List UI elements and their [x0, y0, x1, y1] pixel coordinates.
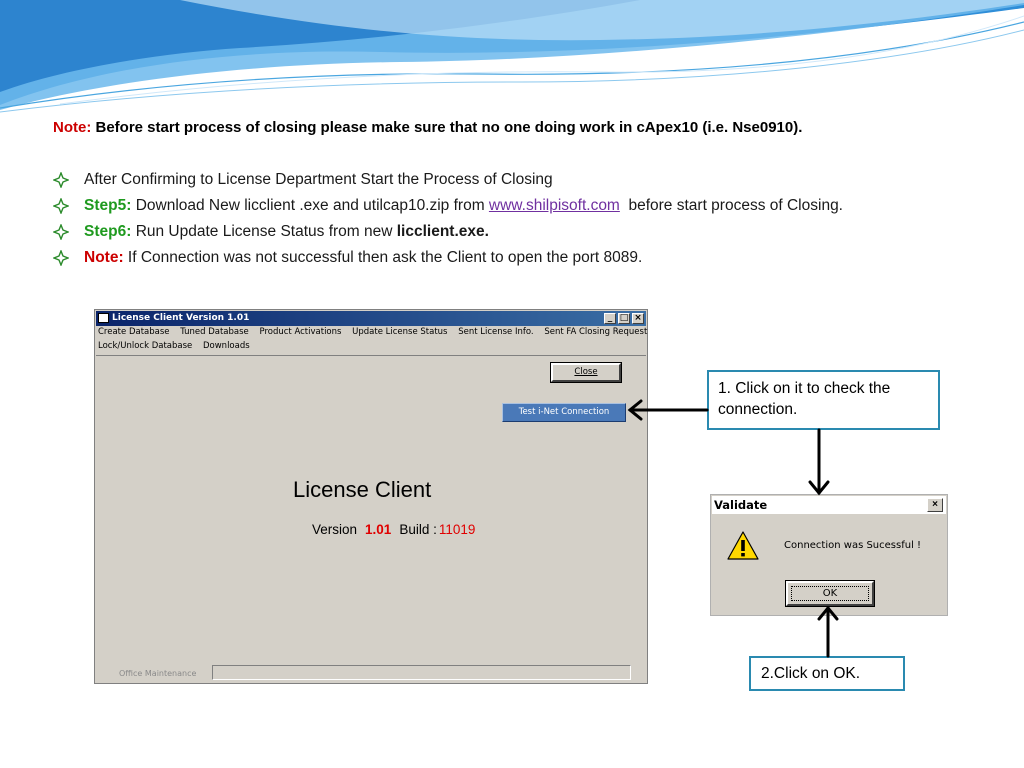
diamond-bullet-icon	[53, 250, 69, 266]
menu-create-database[interactable]: Create Database	[98, 327, 170, 337]
menu-update-license-status[interactable]: Update License Status	[352, 327, 448, 337]
ok-label: OK	[822, 588, 838, 599]
callout-step-1: 1. Click on it to check the connection.	[707, 370, 940, 430]
warning-icon	[727, 531, 759, 561]
note-label: Note:	[53, 119, 92, 136]
window-title: License Client Version 1.01	[112, 313, 250, 323]
diamond-bullet-icon	[53, 224, 69, 240]
window-close-button[interactable]: ×	[632, 313, 644, 324]
ok-button[interactable]	[786, 581, 874, 606]
office-maintenance-label: Office Maintenance	[119, 669, 197, 678]
step6-label: Step6:	[84, 223, 132, 240]
menu-sent-fa-closing-request[interactable]: Sent FA Closing Request	[544, 327, 648, 337]
app-icon	[98, 313, 109, 323]
menu-downloads[interactable]: Downloads	[202, 341, 250, 351]
menu-bar	[98, 327, 646, 355]
version-line	[312, 522, 475, 537]
test-inet-connection-button[interactable]: Test i-Net Connection	[502, 403, 626, 422]
dialog-close-button[interactable]: ×	[927, 498, 943, 512]
menu-sent-license-info[interactable]: Sent License Info.	[458, 327, 534, 337]
menu-row	[98, 341, 646, 355]
license-client-window	[94, 309, 648, 684]
bullet-item	[53, 223, 1013, 249]
build-label: Build :	[399, 522, 437, 537]
maximize-button[interactable]: □	[619, 313, 629, 323]
bullet-text	[84, 223, 489, 241]
step5-pre: Download New licclient .exe and utilcap10.zip from	[135, 197, 489, 214]
window-titlebar[interactable]	[96, 311, 646, 326]
bullet-item	[53, 249, 1013, 275]
diamond-bullet-icon	[53, 172, 69, 188]
bullet-item	[53, 171, 1013, 197]
progress-bar	[212, 665, 631, 680]
shilpisoft-link[interactable]: www.shilpisoft.com	[488, 197, 620, 214]
close-button[interactable]: Close	[551, 363, 621, 382]
step6-bold: licclient.exe.	[396, 223, 489, 240]
callout-step-2: 2.Click on OK.	[749, 656, 905, 691]
menu-product-activations[interactable]: Product Activations	[259, 327, 342, 337]
bullet-text	[84, 197, 843, 215]
minimize-button[interactable]: _	[604, 313, 616, 324]
focus-rect	[791, 586, 869, 601]
menu-lock-unlock-database[interactable]: Lock/Unlock Database	[98, 341, 193, 351]
bullet-text: After Confirming to License Department Start the Process of Closing	[84, 171, 553, 188]
header-swoosh	[0, 0, 1024, 115]
window-client-area	[96, 355, 646, 682]
note-text: Before start process of closing please make sure that no one doing work in cApex10 (i.e. Nse0910).	[95, 119, 803, 136]
dialog-titlebar[interactable]	[712, 496, 946, 514]
note2-text: If Connection was not successful then ask the Client to open the port 8089.	[127, 249, 643, 266]
step5-label: Step5:	[84, 197, 132, 214]
version-value: 1.01	[365, 522, 392, 537]
validate-dialog	[710, 494, 948, 616]
note-line	[53, 119, 802, 136]
build-value: 11019	[438, 522, 476, 537]
step6-pre: Run Update License Status from new	[135, 223, 397, 240]
bullet-text	[84, 249, 642, 267]
step5-post: before start process of Closing.	[619, 197, 843, 214]
dialog-message: Connection was Sucessful !	[784, 540, 922, 551]
version-label: Version	[312, 522, 358, 537]
diamond-bullet-icon	[53, 198, 69, 214]
menu-tuned-database[interactable]: Tuned Database	[180, 327, 249, 337]
note2-label: Note:	[84, 249, 124, 266]
menu-row	[98, 327, 646, 341]
arrow-to-dialog	[810, 430, 828, 493]
license-client-heading: License Client	[293, 477, 432, 502]
dialog-title: Validate	[714, 498, 768, 512]
bullet-item	[53, 197, 1013, 223]
bullet-list	[53, 171, 1013, 275]
